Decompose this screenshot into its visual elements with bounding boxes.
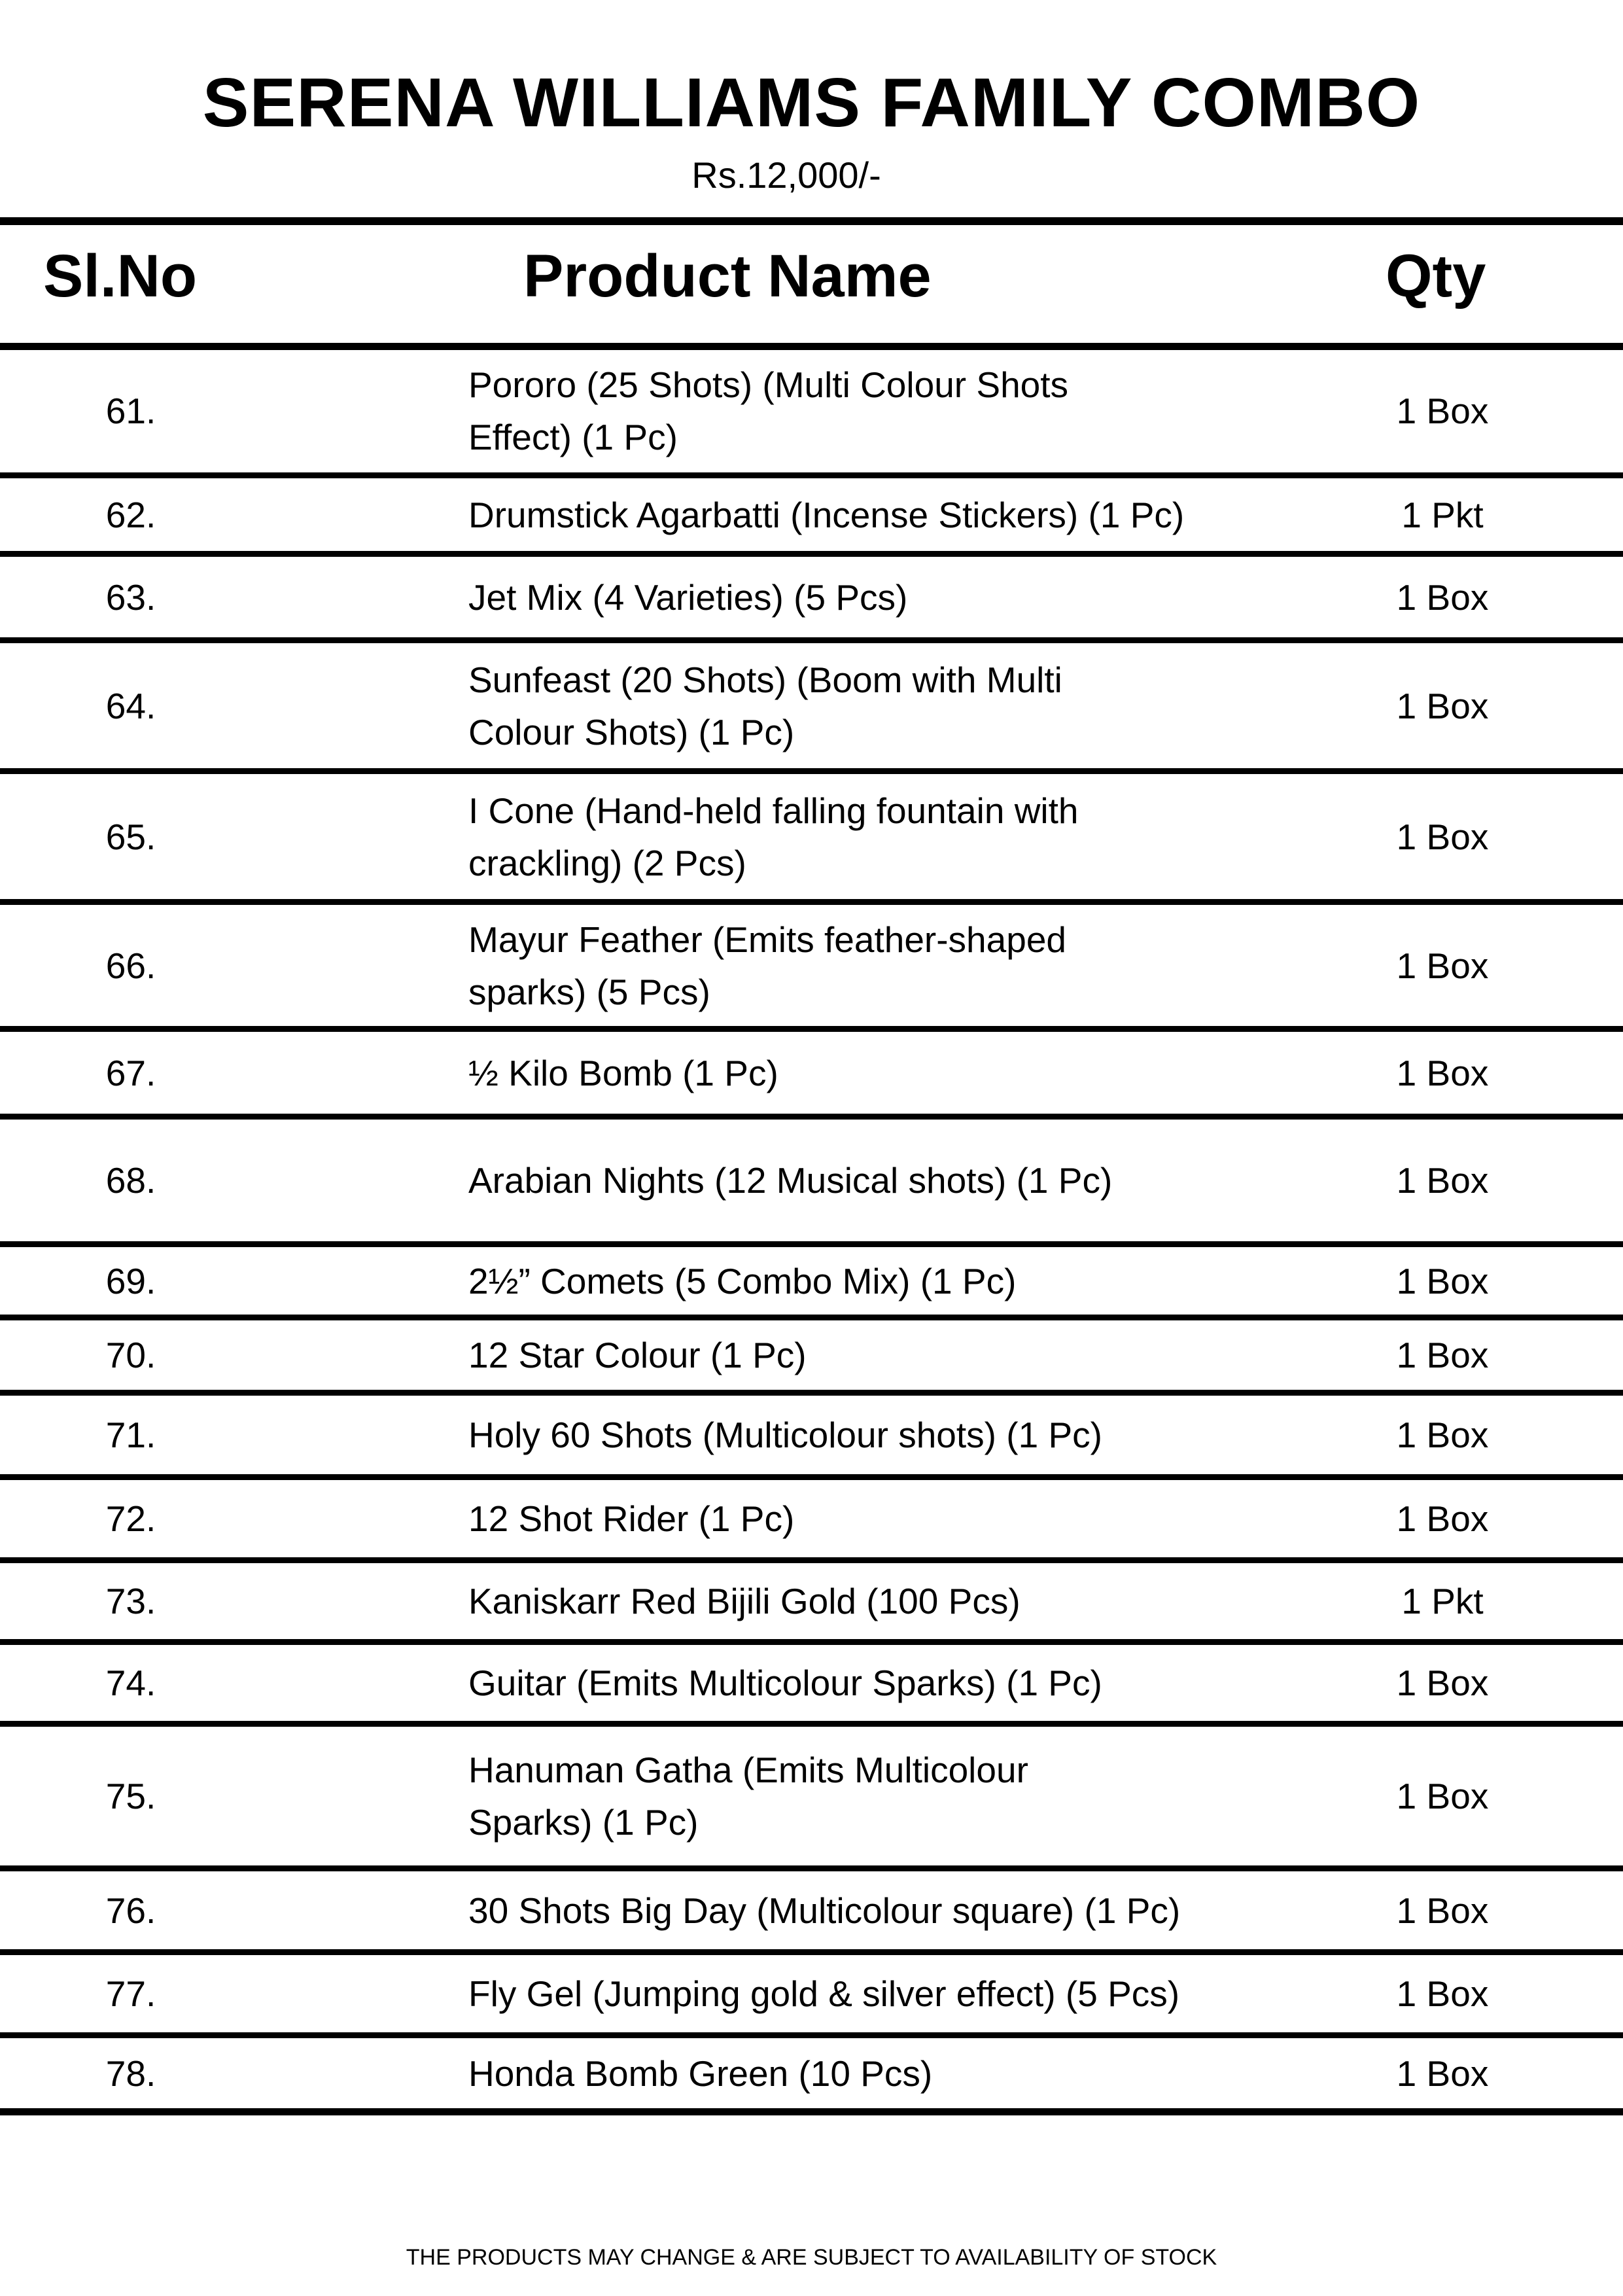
row-product-name bbox=[468, 557, 1319, 637]
table-row bbox=[0, 774, 1623, 899]
row-serial-number: 71. bbox=[105, 1415, 156, 1455]
row-quantity: 1 Box bbox=[1396, 1335, 1489, 1375]
row-divider bbox=[0, 768, 1623, 774]
row-divider bbox=[0, 637, 1623, 643]
row-product-name bbox=[468, 1320, 1319, 1390]
column-header-product-name: Product Name bbox=[523, 243, 932, 309]
row-quantity: 1 Pkt bbox=[1401, 1581, 1484, 1621]
row-serial-number: 62. bbox=[105, 494, 156, 535]
row-divider bbox=[0, 1474, 1623, 1480]
row-divider bbox=[0, 1315, 1623, 1320]
table-row bbox=[0, 557, 1623, 637]
row-product-name bbox=[468, 1247, 1319, 1315]
table-row bbox=[0, 643, 1623, 768]
row-product-name bbox=[468, 643, 1319, 768]
product-name-line: Effect) (1 Pc) bbox=[468, 416, 678, 457]
table-row bbox=[0, 1563, 1623, 1639]
product-name-line: Kaniskarr Red Bijili Gold (100 Pcs) bbox=[468, 1581, 1021, 1621]
row-product-name bbox=[468, 1396, 1319, 1474]
row-divider bbox=[0, 2108, 1623, 2115]
table-row bbox=[0, 1247, 1623, 1315]
row-quantity: 1 Box bbox=[1396, 1260, 1489, 1301]
row-divider bbox=[0, 472, 1623, 478]
row-serial-number: 78. bbox=[105, 2053, 156, 2094]
page-title: SERENA WILLIAMS FAMILY COMBO bbox=[202, 64, 1421, 141]
row-product-name bbox=[468, 1032, 1319, 1114]
row-quantity: 1 Box bbox=[1396, 1498, 1489, 1539]
row-quantity: 1 Box bbox=[1396, 2053, 1489, 2094]
product-name-line: 2½” Comets (5 Combo Mix) (1 Pc) bbox=[468, 1260, 1017, 1301]
row-serial-number: 65. bbox=[105, 816, 156, 857]
product-name-line: Holy 60 Shots (Multicolour shots) (1 Pc) bbox=[468, 1415, 1102, 1455]
row-product-name bbox=[468, 1120, 1319, 1241]
row-serial-number: 75. bbox=[105, 1776, 156, 1816]
row-serial-number: 74. bbox=[105, 1663, 156, 1703]
product-name-line: Sunfeast (20 Shots) (Boom with Multi bbox=[468, 659, 1062, 700]
row-quantity: 1 Box bbox=[1396, 1776, 1489, 1816]
product-name-line: 12 Shot Rider (1 Pc) bbox=[468, 1498, 795, 1539]
product-name-line: 12 Star Colour (1 Pc) bbox=[468, 1335, 807, 1375]
product-name-line: sparks) (5 Pcs) bbox=[468, 971, 710, 1012]
row-product-name bbox=[468, 774, 1319, 899]
row-serial-number: 73. bbox=[105, 1581, 156, 1621]
product-name-line: Arabian Nights (12 Musical shots) (1 Pc) bbox=[468, 1160, 1113, 1201]
row-divider bbox=[0, 1390, 1623, 1396]
row-quantity: 1 Box bbox=[1396, 1890, 1489, 1931]
row-divider bbox=[0, 1639, 1623, 1645]
row-serial-number: 61. bbox=[105, 390, 156, 431]
product-name-line: crackling) (2 Pcs) bbox=[468, 842, 746, 883]
row-divider bbox=[0, 1721, 1623, 1727]
column-header-slno: Sl.No bbox=[43, 243, 198, 309]
table-row bbox=[0, 478, 1623, 551]
product-name-line: Fly Gel (Jumping gold & silver effect) (5 Pcs) bbox=[468, 1973, 1180, 2014]
table-row bbox=[0, 1727, 1623, 1865]
row-divider bbox=[0, 2032, 1623, 2038]
row-product-name bbox=[468, 1871, 1319, 1949]
row-quantity: 1 Box bbox=[1396, 685, 1489, 726]
product-name-line: Guitar (Emits Multicolour Sparks) (1 Pc) bbox=[468, 1663, 1102, 1703]
row-serial-number: 63. bbox=[105, 576, 156, 618]
row-serial-number: 77. bbox=[105, 1973, 156, 2014]
row-divider bbox=[0, 899, 1623, 905]
table-row bbox=[0, 1480, 1623, 1557]
row-serial-number: 68. bbox=[105, 1160, 156, 1201]
row-product-name bbox=[468, 1645, 1319, 1721]
product-name-line: Pororo (25 Shots) (Multi Colour Shots bbox=[468, 364, 1069, 405]
row-serial-number: 76. bbox=[105, 1890, 156, 1931]
row-divider bbox=[0, 1241, 1623, 1247]
row-divider bbox=[0, 1026, 1623, 1032]
table-row bbox=[0, 1396, 1623, 1474]
table-row bbox=[0, 1645, 1623, 1721]
row-quantity: 1 Box bbox=[1396, 945, 1489, 986]
product-name-line: Sparks) (1 Pc) bbox=[468, 1802, 699, 1843]
table-row bbox=[0, 1120, 1623, 1241]
row-divider bbox=[0, 1557, 1623, 1563]
row-quantity: 1 Box bbox=[1396, 1052, 1489, 1093]
row-quantity: 1 Box bbox=[1396, 816, 1489, 857]
product-name-line: Drumstick Agarbatti (Incense Stickers) (1 Pc) bbox=[468, 494, 1185, 535]
row-divider bbox=[0, 1949, 1623, 1955]
row-product-name bbox=[468, 905, 1319, 1026]
table-row bbox=[0, 1871, 1623, 1949]
row-quantity: 1 Box bbox=[1396, 1160, 1489, 1201]
column-header-qty: Qty bbox=[1386, 243, 1486, 309]
row-quantity: 1 Box bbox=[1396, 1973, 1489, 2014]
row-divider bbox=[0, 1114, 1623, 1120]
product-name-line: Mayur Feather (Emits feather-shaped bbox=[468, 919, 1066, 960]
row-product-name bbox=[468, 1955, 1319, 2032]
row-product-name bbox=[468, 1563, 1319, 1639]
row-serial-number: 66. bbox=[105, 945, 156, 986]
table-row bbox=[0, 1320, 1623, 1390]
row-quantity: 1 Box bbox=[1396, 1663, 1489, 1703]
product-name-line: I Cone (Hand-held falling fountain with bbox=[468, 790, 1079, 831]
row-product-name bbox=[468, 349, 1319, 472]
table-row bbox=[0, 905, 1623, 1026]
product-name-line: Honda Bomb Green (10 Pcs) bbox=[468, 2053, 933, 2094]
row-quantity: 1 Pkt bbox=[1401, 494, 1484, 535]
table-row bbox=[0, 1032, 1623, 1114]
row-product-name bbox=[468, 1727, 1319, 1865]
row-product-name bbox=[468, 2038, 1319, 2108]
product-name-line: ½ Kilo Bomb (1 Pc) bbox=[468, 1052, 778, 1093]
product-name-line: Jet Mix (4 Varieties) (5 Pcs) bbox=[468, 576, 908, 618]
row-divider bbox=[0, 1865, 1623, 1871]
row-product-name bbox=[468, 1480, 1319, 1557]
table-row bbox=[0, 1955, 1623, 2032]
row-product-name bbox=[468, 478, 1319, 551]
row-serial-number: 70. bbox=[105, 1335, 156, 1375]
stock-disclaimer: THE PRODUCTS MAY CHANGE & ARE SUBJECT TO AVAILABILITY OF STOCK bbox=[406, 2245, 1217, 2270]
product-name-line: Hanuman Gatha (Emits Multicolour bbox=[468, 1750, 1028, 1790]
row-serial-number: 72. bbox=[105, 1498, 156, 1539]
row-quantity: 1 Box bbox=[1396, 576, 1489, 618]
table-row bbox=[0, 2038, 1623, 2108]
product-name-line: 30 Shots Big Day (Multicolour square) (1 Pc) bbox=[468, 1890, 1181, 1931]
row-quantity: 1 Box bbox=[1396, 1415, 1489, 1455]
combo-price: Rs.12,000/- bbox=[691, 154, 881, 196]
row-serial-number: 69. bbox=[105, 1260, 156, 1301]
row-serial-number: 67. bbox=[105, 1052, 156, 1093]
table-top-rule bbox=[0, 217, 1623, 225]
row-quantity: 1 Box bbox=[1396, 390, 1489, 431]
table-row bbox=[0, 349, 1623, 472]
product-name-line: Colour Shots) (1 Pc) bbox=[468, 711, 795, 752]
row-divider bbox=[0, 551, 1623, 557]
row-serial-number: 64. bbox=[105, 685, 156, 726]
